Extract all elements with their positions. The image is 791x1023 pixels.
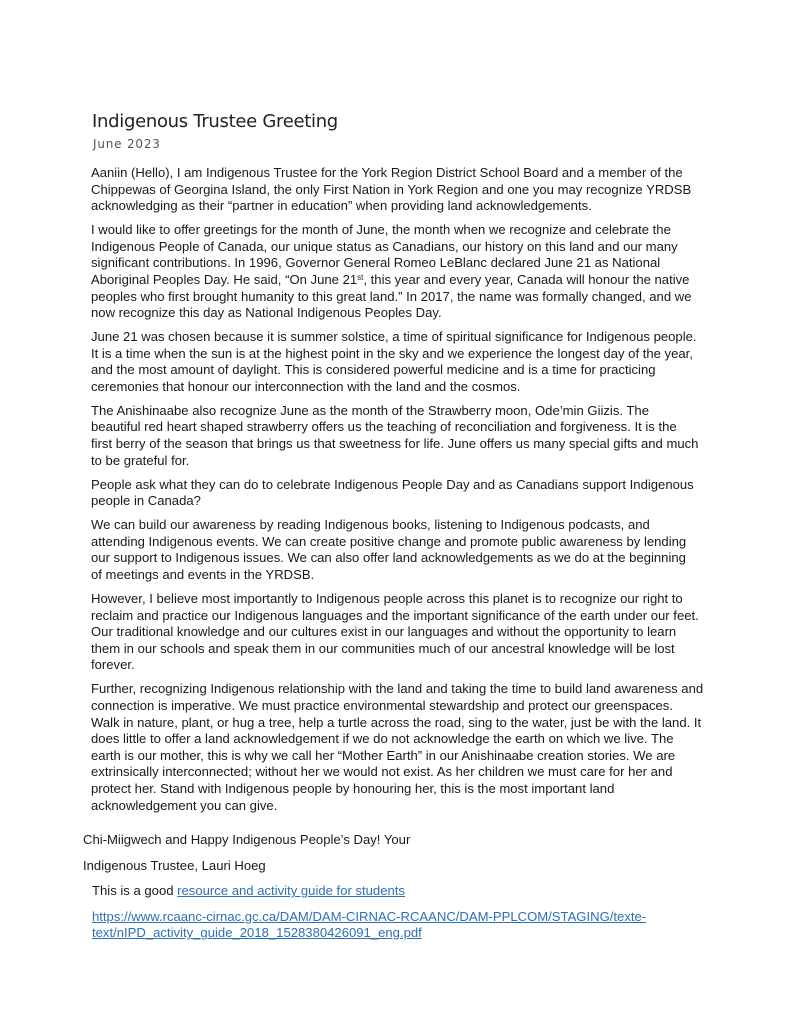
text-line: People ask what they can do to celebrate Indigenous People Day and as Canadians support Indigenous: [91, 476, 694, 492]
resource-prefix: This is a good: [92, 883, 178, 899]
text-line: [91, 272, 731, 289]
text-line: and the most amount of daylight. This is considered powerful medicine and is a time for practicing: [91, 362, 656, 378]
text-line: June 21 was chosen because it is summer solstice, a time of spiritual significance for Indigenous people.: [91, 329, 697, 345]
text-fragment: Aboriginal Peoples Day. He said, “On June 21: [91, 271, 358, 287]
resource-line: [83, 883, 646, 900]
text-line: We can build our awareness by reading Indigenous books, listening to Indigenous podcasts, and: [91, 517, 650, 533]
text-line: first berry of the season that brings us that sweetness for life. June offers us many special gifts and much: [91, 436, 699, 452]
text-line: beautiful red heart shaped strawberry offers us the teaching of reconciliation and forgiveness. It is the: [91, 419, 677, 435]
text-line: to be grateful for.: [91, 452, 190, 468]
paragraph-languages: [91, 591, 731, 674]
paragraph-june-greetings: [91, 222, 731, 322]
text-line: forever.: [91, 657, 135, 673]
text-line: our support to Indigenous issues. We can also offer land acknowledgements as we do at the beginning: [91, 550, 686, 566]
resource-guide-link[interactable]: resource and activity guide for students: [177, 883, 405, 899]
text-fragment: , this year and every year, Canada will honour the native: [363, 271, 690, 287]
text-line: I would like to offer greetings for the month of June, the month when we recognize and celebrate the: [91, 222, 671, 238]
letter-body: [91, 165, 731, 822]
superscript-ordinal: st: [357, 272, 364, 282]
paragraph-land-relationship: [91, 681, 731, 814]
letter-closing: [83, 832, 646, 942]
paragraph-introduction: [91, 165, 731, 215]
text-line: significant contributions. In 1996, Governor General Romeo LeBlanc declared June 21 as National: [91, 255, 661, 271]
paragraph-build-awareness: [91, 517, 731, 583]
text-line: Further, recognizing Indigenous relationship with the land and taking the time to build land awareness and: [91, 681, 704, 697]
text-line: The Anishinaabe also recognize June as the month of the Strawberry moon, Ode’min Giizis. The: [91, 402, 649, 418]
text-line: acknowledging as their “partner in education” when providing land acknowledgements.: [91, 198, 592, 214]
paragraph-summer-solstice: [91, 329, 731, 395]
text-line: attending Indigenous events. We can create positive change and promote public awareness by lending: [91, 533, 687, 549]
url-line-1[interactable]: https://www.rcaanc-cirnac.gc.ca/DAM/DAM-CIRNAC-RCAANC/DAM-PPLCOM/STAGING/texte-: [92, 908, 647, 924]
resource-url-link[interactable]: [83, 909, 646, 942]
text-line: protect her. Stand with Indigenous people by honouring her, this is the most important land: [91, 780, 615, 796]
text-line: of meetings and events in the YRDSB.: [91, 567, 315, 583]
text-line: acknowledgement you can give.: [91, 797, 278, 813]
closing-greeting: Chi-Miigwech and Happy Indigenous People’s Day! Your: [83, 832, 411, 847]
text-line: However, I believe most importantly to Indigenous people across this planet is to recognize our right to: [91, 591, 683, 606]
text-line: people in Canada?: [91, 493, 201, 509]
signature: Indigenous Trustee, Lauri Hoeg: [83, 857, 266, 873]
text-line: Our traditional knowledge and our cultures exist in our languages and without the opportunity to learn: [91, 624, 677, 640]
text-line: Chippewas of Georgina Island, the only First Nation in York Region and one you may recognize YRDSB: [91, 181, 692, 197]
text-line: reclaim and practice our Indigenous languages and the important significance of the earth under our feet.: [91, 607, 699, 623]
url-line-2[interactable]: text/nIPD_activity_guide_2018_1528380426091_eng.pdf: [92, 925, 422, 941]
paragraph-strawberry-moon: [91, 403, 731, 469]
text-line: ceremonies that honour our interconnection with the land and the cosmos.: [91, 378, 521, 394]
page-date: June 2023: [93, 137, 161, 151]
text-line: connection is imperative. We must practice environmental stewardship and protect our greenspaces.: [91, 697, 673, 713]
page-title: Indigenous Trustee Greeting: [92, 111, 338, 132]
text-line: It is a time when the sun is at the highest point in the sky and we experience the longest day of the year,: [91, 345, 693, 361]
text-line: Walk in nature, plant, or hug a tree, help a turtle across the road, sing to the water, just be with the land. It: [91, 714, 702, 730]
text-line: earth is our mother, this is why we call her “Mother Earth” in our Anishinaabe creation stories. We are: [91, 747, 676, 763]
text-line: them in our schools and speak them in our communities much of our ancestral knowledge will be lost: [91, 640, 675, 656]
text-line: peoples who first brought humanity to this great land.” In 2017, the name was formally changed, and we: [91, 288, 692, 304]
text-line: now recognize this day as National Indigenous Peoples Day.: [91, 305, 442, 321]
text-line: does little to offer a land acknowledgement if we do not acknowledge the earth on which we live. The: [91, 731, 674, 747]
text-line: Aaniin (Hello), I am Indigenous Trustee for the York Region District School Board and a member of the: [91, 165, 683, 180]
text-line: Indigenous People of Canada, our unique status as Canadians, our history on this land and our many: [91, 238, 678, 254]
paragraph-people-ask: [91, 477, 731, 510]
text-line: extrinsically interconnected; without her we would not exist. As her children we must care for her and: [91, 764, 673, 780]
